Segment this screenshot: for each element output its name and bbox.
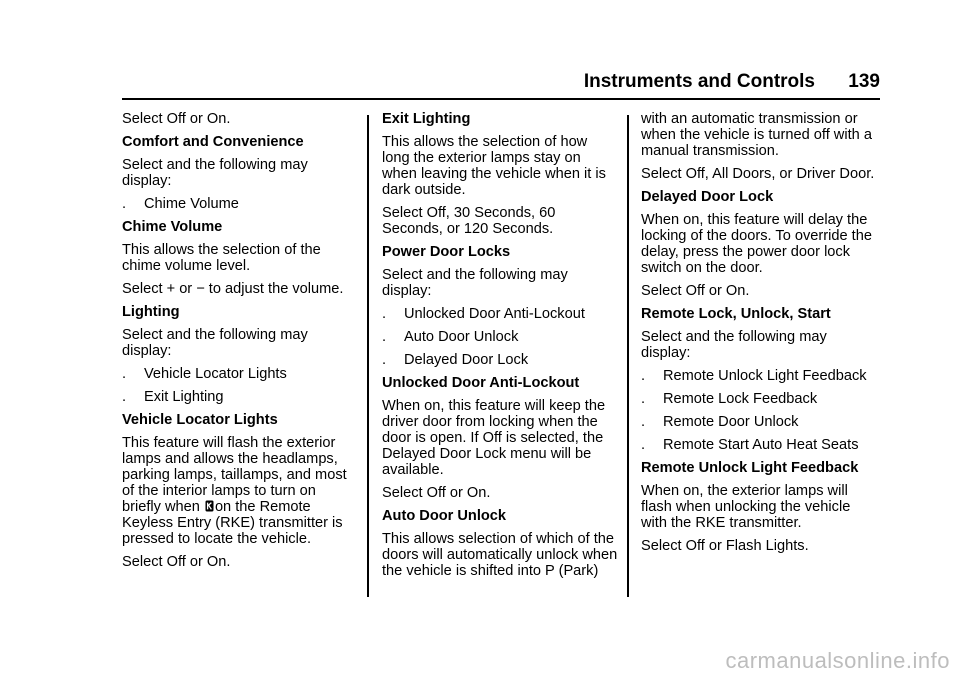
heading-vehicle-locator-lights: Vehicle Locator Lights bbox=[122, 412, 278, 428]
paragraph: Select and the following may display: bbox=[382, 267, 568, 299]
list-item-text: Remote Unlock Light Feedback bbox=[663, 368, 867, 384]
watermark: carmanualsonline.info bbox=[725, 648, 950, 673]
paragraph: This allows selection of which of the doors will automatically unlock when the vehicle is shifted into P (Park) bbox=[382, 531, 618, 579]
list-item-text: Auto Door Unlock bbox=[404, 329, 519, 345]
paragraph-text: on the Remote Keyless Entry (RKE) transmitter is pressed to locate the vehicle. bbox=[122, 499, 343, 547]
paragraph: Select + or − to adjust the volume. bbox=[122, 281, 344, 297]
bullet-marker: . bbox=[382, 352, 387, 368]
paragraph: This allows the selection of the chime volume level. bbox=[122, 242, 321, 274]
list-item bbox=[641, 414, 877, 430]
column-1 bbox=[122, 111, 358, 577]
paragraph: Select and the following may display: bbox=[122, 157, 308, 189]
list-item-text: Vehicle Locator Lights bbox=[144, 366, 287, 382]
paragraph: When on, the exterior lamps will flash when unlocking the vehicle with the RKE transmitter. bbox=[641, 483, 851, 531]
remote-key-icon bbox=[205, 500, 214, 512]
paragraph: with an automatic transmission or when the vehicle is turned off with a manual transmission. bbox=[641, 111, 872, 159]
bullet-marker: . bbox=[641, 414, 646, 430]
column-2 bbox=[382, 111, 618, 586]
list-item bbox=[382, 306, 618, 322]
paragraph: Select and the following may display: bbox=[122, 327, 308, 359]
list-item bbox=[382, 352, 618, 368]
paragraph: Select Off or Flash Lights. bbox=[641, 538, 809, 554]
heading-remote-lock-unlock-start: Remote Lock, Unlock, Start bbox=[641, 306, 831, 322]
heading-exit-lighting: Exit Lighting bbox=[382, 111, 471, 127]
list-item bbox=[122, 196, 358, 212]
list-item-text: Chime Volume bbox=[144, 196, 239, 212]
list-item-text: Exit Lighting bbox=[144, 389, 224, 405]
list-item-text: Unlocked Door Anti-Lockout bbox=[404, 306, 585, 322]
column-divider bbox=[627, 115, 629, 597]
list-item bbox=[382, 329, 618, 345]
heading-power-door-locks: Power Door Locks bbox=[382, 244, 511, 260]
bullet-marker: . bbox=[122, 389, 127, 405]
paragraph: This allows the selection of how long the exterior lamps stay on when leaving the vehicle when it is dark outside. bbox=[382, 134, 606, 198]
column-3 bbox=[641, 111, 877, 561]
bullet-marker: . bbox=[641, 391, 646, 407]
list-item bbox=[641, 437, 877, 453]
paragraph: Select and the following may display: bbox=[641, 329, 827, 361]
paragraph: Select Off or On. bbox=[122, 554, 231, 570]
bullet-marker: . bbox=[641, 368, 646, 384]
paragraph: Select Off or On. bbox=[641, 283, 750, 299]
paragraph: When on, this feature will delay the locking of the doors. To override the delay, press the power door lock switch on the door. bbox=[641, 212, 872, 276]
bullet-marker: . bbox=[382, 306, 387, 322]
heading-comfort-convenience: Comfort and Convenience bbox=[122, 134, 304, 150]
paragraph: Select Off, 30 Seconds, 60 Seconds, or 120 Seconds. bbox=[382, 205, 556, 237]
list-item bbox=[641, 368, 877, 384]
paragraph: Select Off or On. bbox=[122, 111, 231, 127]
heading-lighting: Lighting bbox=[122, 304, 180, 320]
list-item-text: Remote Lock Feedback bbox=[663, 391, 818, 407]
heading-delayed-door-lock: Delayed Door Lock bbox=[641, 189, 774, 205]
heading-unlocked-door-anti-lockout: Unlocked Door Anti-Lockout bbox=[382, 375, 580, 391]
paragraph: When on, this feature will keep the driver door from locking when the door is open. If Off is selected, the Delayed Door Lock menu will be available. bbox=[382, 398, 606, 478]
paragraph: Select Off, All Doors, or Driver Door. bbox=[641, 166, 875, 182]
list-item-text: Remote Start Auto Heat Seats bbox=[663, 437, 859, 453]
paragraph bbox=[122, 435, 358, 547]
bullet-marker: . bbox=[641, 437, 646, 453]
bullet-marker: . bbox=[382, 329, 387, 345]
list-item-text: Remote Door Unlock bbox=[663, 414, 799, 430]
heading-remote-unlock-light-feedback: Remote Unlock Light Feedback bbox=[641, 460, 859, 476]
heading-chime-volume: Chime Volume bbox=[122, 219, 223, 235]
list-item bbox=[122, 366, 358, 382]
column-divider bbox=[367, 115, 369, 597]
list-item-text: Delayed Door Lock bbox=[404, 352, 529, 368]
list-item bbox=[641, 391, 877, 407]
paragraph-text: This feature will flash the exterior lamps and allows the headlamps, parking lamps, taillamps, and most of the interior lamps to turn on briefly when bbox=[122, 435, 347, 515]
bullet-marker: . bbox=[122, 196, 127, 212]
page-number: 139 bbox=[848, 71, 880, 92]
section-title: Instruments and Controls bbox=[583, 71, 815, 92]
heading-auto-door-unlock: Auto Door Unlock bbox=[382, 508, 507, 524]
header-rule bbox=[122, 98, 880, 100]
bullet-marker: . bbox=[122, 366, 127, 382]
list-item bbox=[122, 389, 358, 405]
paragraph: Select Off or On. bbox=[382, 485, 491, 501]
